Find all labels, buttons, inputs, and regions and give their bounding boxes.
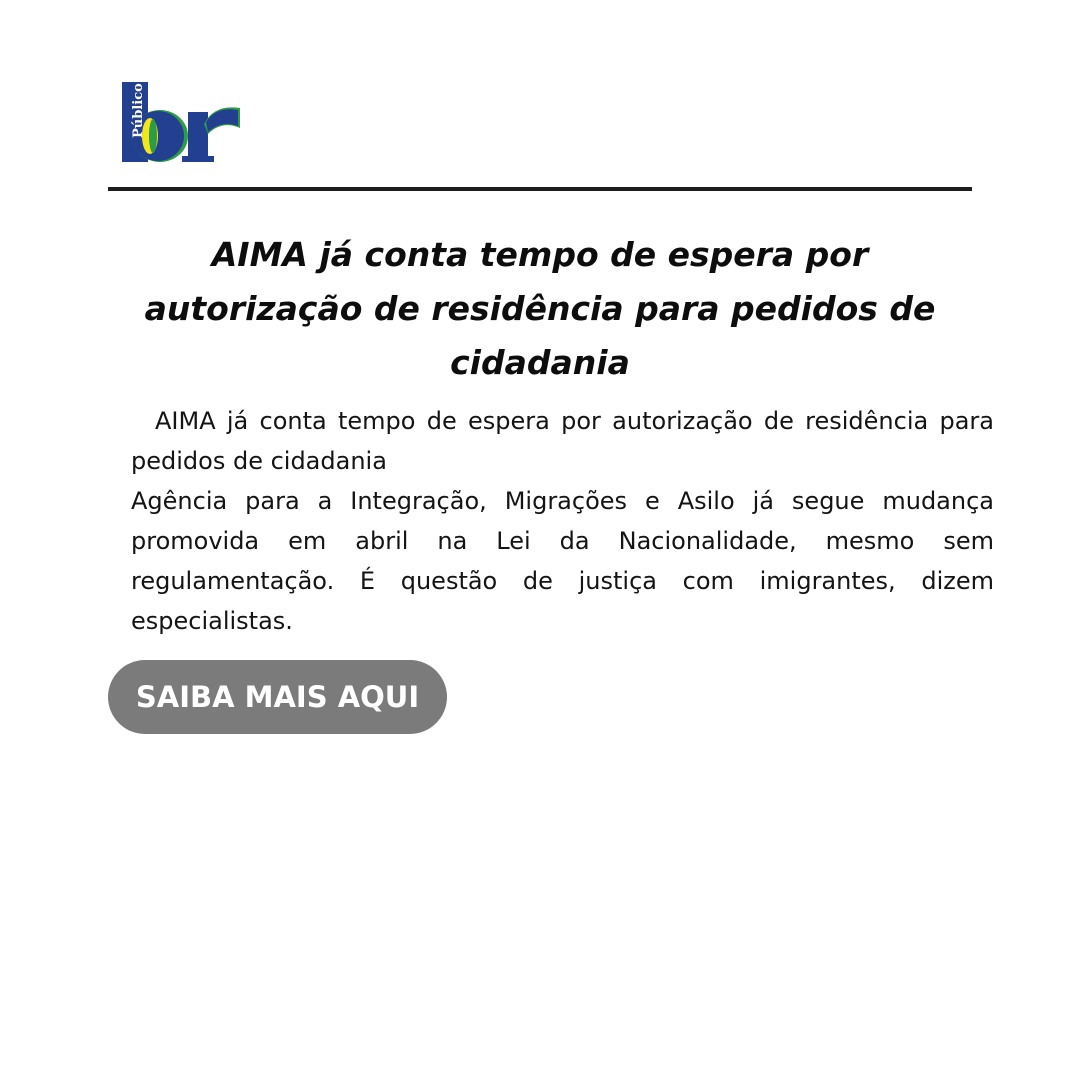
header-divider — [108, 187, 972, 191]
article-lead: AIMA já conta tempo de espera por autorização de residência para pedidos de cidadania — [131, 407, 994, 475]
article-headline: AIMA já conta tempo de espera por autorização de residência para pedidos de cidadania — [144, 235, 936, 382]
article-summary: Agência para a Integração, Migrações e Asilo já segue mudança promovida em abril na Lei da Nacionalidade, mesmo sem regulamentação. É questão de justiça com imigrantes, dizem especialistas. — [131, 487, 994, 635]
logo-vertical-text: Público — [131, 83, 146, 138]
read-more-button[interactable]: SAIBA MAIS AQUI — [108, 660, 447, 734]
publico-br-logo — [118, 76, 244, 168]
article-body — [131, 401, 994, 641]
